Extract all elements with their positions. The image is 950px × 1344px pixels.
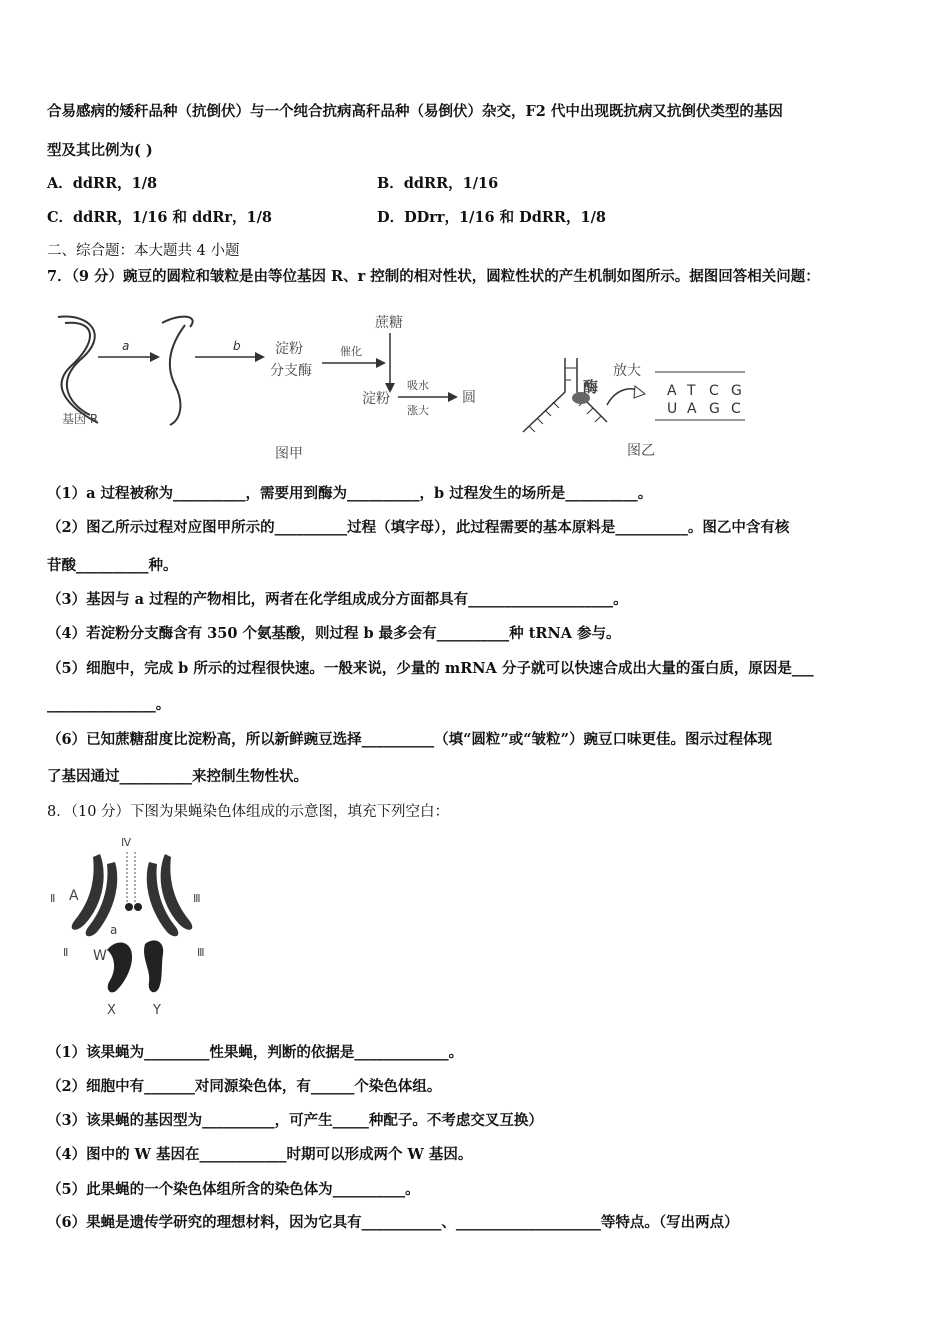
dna-strand-icon [523,358,565,432]
figure-jia-caption: 图甲 [275,446,303,462]
q7-p6a: （6）已知蔗糖甜度比淀粉高，所以新鲜豌豆选择__________（填“圆粒”或“皱粒”）豌豆口味更佳。图示过程体现 [47,731,772,748]
absorb-label: 吸水 [407,379,429,392]
q6-option-c[interactable]: C．ddRR，1/16 和 ddRr，1/8 [47,209,273,226]
magnify-label: 放大 [613,363,641,379]
base-row1-3: G [731,383,742,399]
q7-p5b: _______________。 [47,696,171,713]
chromosome-ii-label-bottom: Ⅱ [63,946,69,959]
q6-stem-line2: 型及其比例为( ) [47,142,153,159]
figure-fruit-fly-chromosomes [45,832,225,1022]
q6-option-b[interactable]: B．ddRR，1/16 [377,175,499,192]
mrna-strand-icon [170,325,185,425]
q8-p6: （6）果蝇是遗传学研究的理想材料，因为它具有___________、____________________等特点。（写出两点） [47,1214,739,1231]
q7-p1: （1）a 过程被称为__________，需要用到酶为__________，b 过程发生的场所是__________。 [47,485,653,502]
chromosome-dot-icon [134,903,142,911]
sucrose-label: 蔗糖 [375,315,403,331]
figure-jia [50,305,490,470]
q6-stem-line1: 合易感病的矮秆品种（抗倒伏）与一个纯合抗病高秆品种（易倒伏）杂交，F2 代中出现既抗病又抗倒伏类型的基因 [47,103,783,120]
chromosome-y-label: Y [153,1003,161,1018]
q7-p2a: （2）图乙所示过程对应图甲所示的__________过程（填字母），此过程需要的基本原料是__________。图乙中含有核 [47,519,790,536]
q6-option-d[interactable]: D．DDrr，1/16 和 DdRR，1/8 [377,209,606,226]
q8-p2: （2）细胞中有_______对同源染色体，有______个染色体组。 [47,1078,442,1095]
q8-p4: （4）图中的 W 基因在____________时期可以形成两个 W 基因。 [47,1146,473,1163]
chromosome-dot-icon [125,903,133,911]
chromosome-iii-label-top: Ⅲ [193,892,201,905]
q8-stem: 8．（10 分）下图为果蝇染色体组成的示意图，填充下列空白： [47,804,450,820]
arrow-b-label: b [233,339,241,353]
gene-label: 基因 R [62,412,99,426]
chromosome-y-icon [144,940,163,992]
figure-yi [515,350,755,465]
section-title: 二、综合题：本大题共 4 小题 [47,243,240,259]
base-row1-2: C [709,383,719,399]
chromosome-x-icon [107,943,132,993]
gene-w-label: W [93,948,107,964]
starch-label: 淀粉 [362,391,390,407]
q7-stem: 7．（9 分）豌豆的圆粒和皱粒是由等位基因 R、r 控制的相对性状，圆粒性状的产生机制如图所示。据图回答相关问题： [47,268,820,285]
q7-p2b: 苷酸__________种。 [47,557,178,574]
catalyze-label: 催化 [340,345,362,358]
base-row2-3: C [731,401,741,417]
q6-option-a[interactable]: A．ddRR，1/8 [47,175,158,192]
enzyme-label: 酶 [583,378,599,396]
enzyme-line1: 淀粉 [275,341,303,357]
base-row2-0: U [667,401,678,417]
q7-p5a: （5）细胞中，完成 b 所示的过程很快速。一般来说，少量的 mRNA 分子就可以快速合成出大量的蛋白质，原因是___ [47,660,814,677]
base-row1-1: T [687,383,696,399]
round-label: 圆 [462,390,476,406]
q8-p5: （5）此果蝇的一个染色体组所含的染色体为__________。 [47,1181,420,1198]
chromosome-x-label: X [107,1003,116,1018]
q7-p4: （4）若淀粉分支酶含有 350 个氨基酸，则过程 b 最多会有__________种 tRNA 参与。 [47,625,621,642]
base-row1-0: A [667,383,677,399]
gene-a-upper-label: A [69,888,79,904]
chromosome-ii-label-top: Ⅱ [50,892,56,905]
figure-yi-caption: 图乙 [627,443,655,459]
chromosome-iii-label-bottom: Ⅲ [197,946,205,959]
q8-p1: （1）该果蝇为_________性果蝇，判断的依据是_____________。 [47,1044,464,1061]
q8-p3: （3）该果蝇的基因型为__________，可产生_____种配子。不考虑交叉互换） [47,1112,543,1129]
base-row2-1: A [687,401,697,417]
swell-label: 涨大 [407,404,429,417]
enzyme-line2: 分支酶 [270,363,312,379]
q7-p6b: 了基因通过__________来控制生物性状。 [47,768,308,785]
gene-a-lower-label: a [110,923,118,937]
arrow-a-label: a [122,339,130,353]
base-row2-2: G [709,401,720,417]
q7-p3: （3）基因与 a 过程的产物相比，两者在化学组成成分方面都具有____________________。 [47,591,628,608]
chromosome-iv-label: Ⅳ [121,836,132,849]
